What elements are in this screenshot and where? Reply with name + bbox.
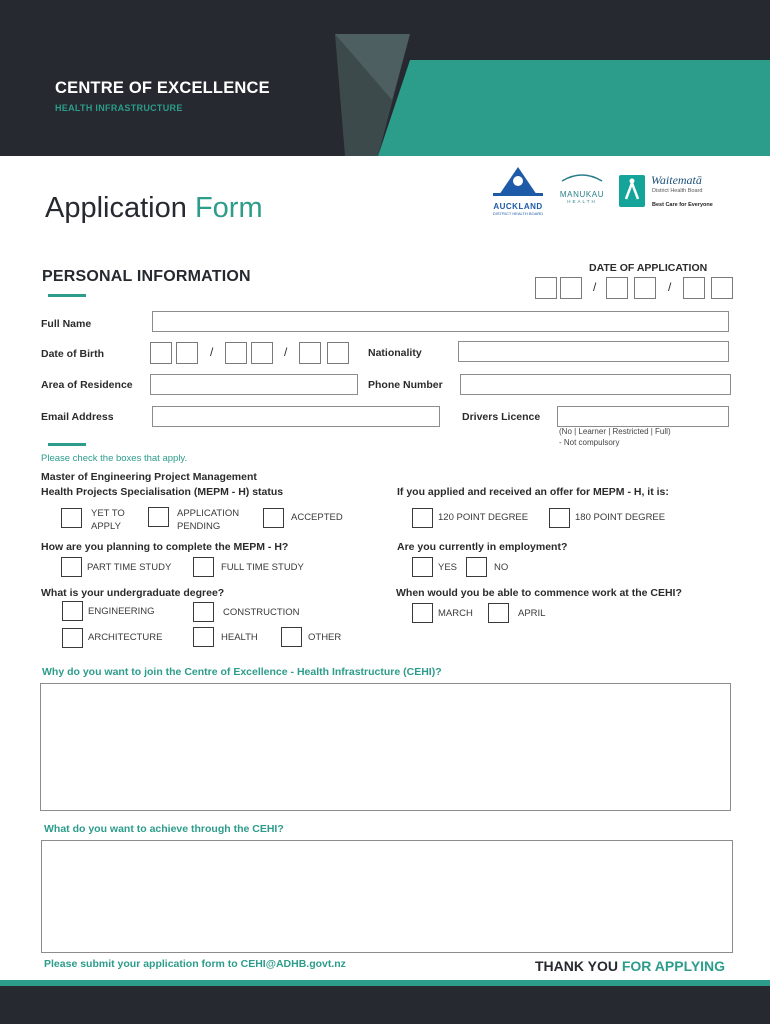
section-rule [48, 443, 86, 446]
area-of-residence-label: Area of Residence [41, 379, 133, 391]
checkbox-180-point[interactable] [549, 508, 570, 528]
nationality-field[interactable] [458, 341, 729, 362]
option-180-point: 180 POINT DEGREE [575, 512, 666, 523]
manukau-logo [556, 171, 608, 215]
checkbox-engineering[interactable] [62, 601, 83, 621]
auckland-logo-sub: DISTRICT HEALTH BOARD [492, 211, 544, 216]
check-instruction: Please check the boxes that apply. [41, 453, 188, 464]
section-rule [48, 294, 86, 297]
drivers-licence-field[interactable] [557, 406, 729, 427]
thank-you-part1: THANK YOU [535, 958, 618, 974]
date-of-birth-label: Date of Birth [41, 348, 104, 360]
date-separator: / [593, 280, 597, 294]
checkbox-april[interactable] [488, 603, 509, 623]
waitemata-logo-icon [619, 173, 647, 207]
submit-instruction: Please submit your application form to CEHI@ADHB.govt.nz [44, 958, 346, 970]
waitemata-logo-name: Waitematā [651, 173, 702, 187]
nationality-label: Nationality [368, 347, 422, 359]
header-banner [0, 0, 770, 156]
application-month-box-1[interactable] [606, 277, 628, 299]
offer-question: If you applied and received an offer for MEPM - H, it is: [397, 486, 669, 498]
date-separator: / [284, 345, 288, 359]
employment-question: Are you currently in employment? [397, 541, 568, 553]
checkbox-other[interactable] [281, 627, 302, 647]
checkbox-architecture[interactable] [62, 628, 83, 648]
birth-day-box-2[interactable] [176, 342, 198, 364]
checkbox-yes[interactable] [412, 557, 433, 577]
achieve-question: What do you want to achieve through the CEHI? [44, 823, 284, 835]
email-address-field[interactable] [152, 406, 440, 427]
option-application-pending: APPLICATION PENDING [177, 508, 240, 532]
option-other: OTHER [308, 632, 342, 643]
option-accepted: ACCEPTED [291, 512, 343, 523]
application-year-box-1[interactable] [683, 277, 705, 299]
auckland-logo-icon [487, 165, 549, 197]
manukau-logo-sub: HEALTH [567, 199, 597, 204]
complete-question: How are you planning to complete the MEPM - H? [41, 541, 289, 553]
mepm-status-question-line2: Health Projects Specialisation (MEPM - H) status [41, 486, 284, 498]
area-of-residence-field[interactable] [150, 374, 358, 395]
email-address-label: Email Address [41, 411, 114, 423]
checkbox-full-time[interactable] [193, 557, 214, 577]
full-name-label: Full Name [41, 318, 92, 330]
commence-question: When would you be able to commence work at the CEHI? [396, 587, 682, 599]
thank-you-part2: FOR APPLYING [621, 958, 726, 974]
option-april: APRIL [518, 608, 546, 619]
application-year-box-2[interactable] [711, 277, 733, 299]
waitemata-logo-sub: District Health Board [652, 188, 703, 194]
birth-month-box-1[interactable] [225, 342, 247, 364]
option-yet-to-apply: YET TO APPLY [91, 508, 125, 532]
form-title-part1: Application [45, 192, 187, 224]
checkbox-application-pending[interactable] [148, 507, 169, 527]
phone-number-label: Phone Number [368, 379, 443, 391]
checkbox-health[interactable] [193, 627, 214, 647]
birth-month-box-2[interactable] [251, 342, 273, 364]
mepm-status-question-line1: Master of Engineering Project Management [41, 471, 257, 483]
checkbox-part-time[interactable] [61, 557, 82, 577]
checkbox-yet-to-apply[interactable] [61, 508, 82, 528]
application-day-box-2[interactable] [560, 277, 582, 299]
manukau-logo-name: MANUKAU [559, 190, 605, 199]
option-no: NO [494, 562, 509, 573]
option-yes: YES [438, 562, 458, 573]
option-part-time: PART TIME STUDY [87, 562, 172, 573]
application-day-box-1[interactable] [535, 277, 557, 299]
manukau-logo-icon [556, 171, 608, 185]
checkbox-march[interactable] [412, 603, 433, 623]
why-join-question: Why do you want to join the Centre of Excellence - Health Infrastructure (CEHI)? [42, 666, 442, 678]
birth-year-box-1[interactable] [299, 342, 321, 364]
birth-year-box-2[interactable] [327, 342, 349, 364]
phone-number-field[interactable] [460, 374, 731, 395]
option-architecture: ARCHITECTURE [88, 632, 163, 643]
waitemata-logo [619, 173, 729, 213]
full-name-field[interactable] [152, 311, 729, 332]
licence-note-compulsory: - Not compulsory [559, 438, 620, 447]
drivers-licence-label: Drivers Licence [462, 411, 541, 423]
option-construction: CONSTRUCTION [223, 607, 300, 618]
birth-day-box-1[interactable] [150, 342, 172, 364]
header-decoration [0, 0, 770, 156]
checkbox-120-point[interactable] [412, 508, 433, 528]
option-120-point: 120 POINT DEGREE [438, 512, 529, 523]
application-month-box-2[interactable] [634, 277, 656, 299]
auckland-logo [487, 165, 549, 215]
option-full-time: FULL TIME STUDY [221, 562, 304, 573]
date-of-application-label: DATE OF APPLICATION [589, 262, 708, 274]
why-join-textarea[interactable] [40, 683, 731, 811]
option-health: HEALTH [221, 632, 258, 643]
header-title: CENTRE OF EXCELLENCE [55, 79, 270, 97]
checkbox-accepted[interactable] [263, 508, 284, 528]
form-title-part2: Form [194, 192, 263, 224]
checkbox-construction[interactable] [193, 602, 214, 622]
waitemata-logo-tagline: Best Care for Everyone [652, 202, 713, 208]
date-separator: / [210, 345, 214, 359]
thank-you-text [535, 958, 725, 974]
auckland-logo-name: AUCKLAND [493, 202, 543, 211]
form-title [45, 192, 263, 225]
licence-note: (No | Learner | Restricted | Full) [559, 427, 671, 436]
header-subtitle: HEALTH INFRASTRUCTURE [55, 103, 183, 113]
checkbox-no[interactable] [466, 557, 487, 577]
date-separator: / [668, 280, 672, 294]
option-engineering: ENGINEERING [88, 606, 155, 617]
section-title-personal: PERSONAL INFORMATION [42, 268, 251, 285]
achieve-textarea[interactable] [41, 840, 733, 953]
option-march: MARCH [438, 608, 473, 619]
degree-question: What is your undergraduate degree? [41, 587, 225, 599]
footer-bar [0, 986, 770, 1024]
